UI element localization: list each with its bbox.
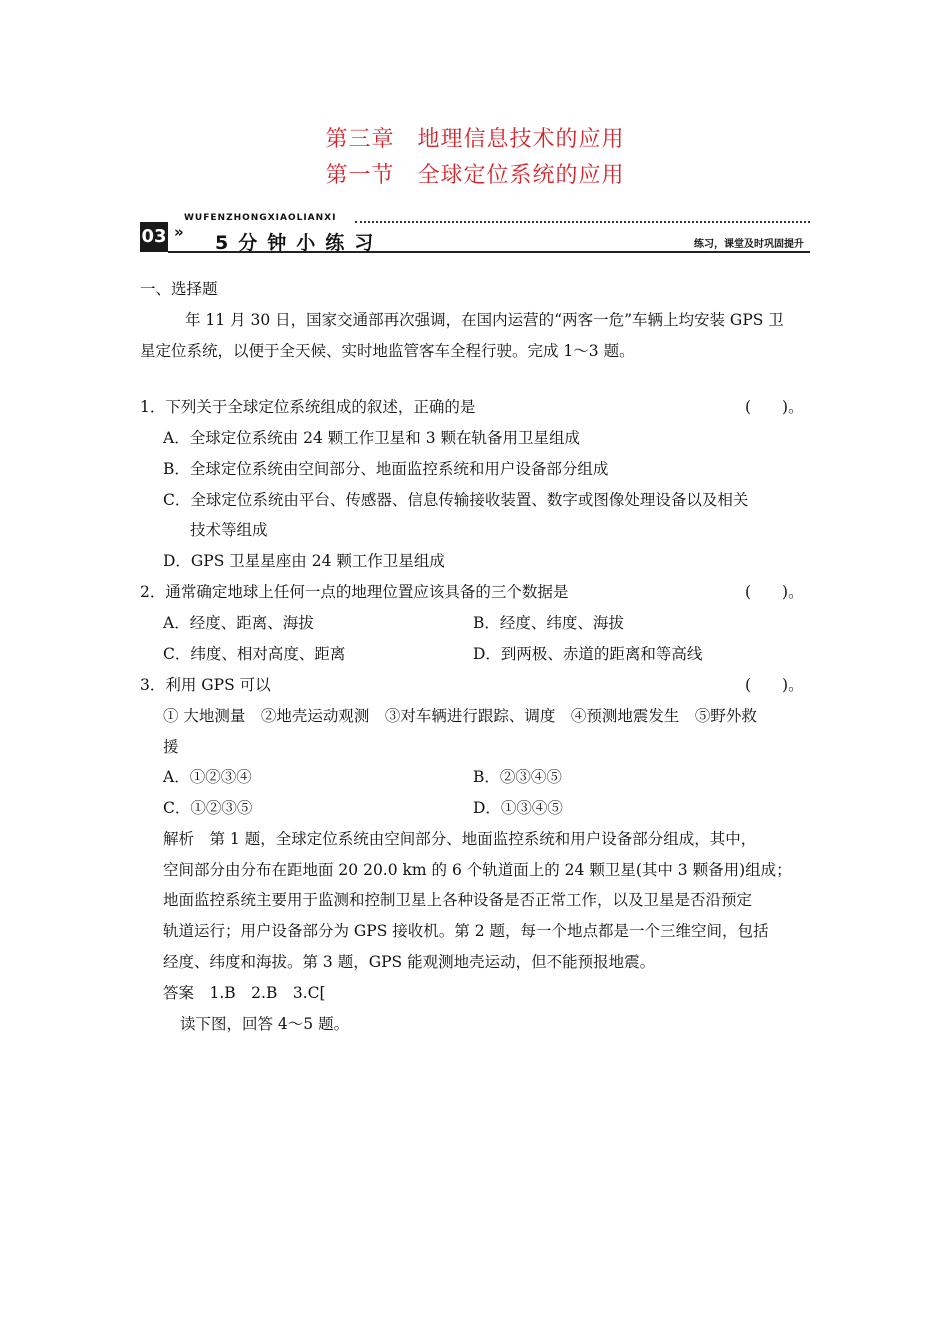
section-title: 第一节 全球定位系统的应用	[325, 163, 625, 188]
q2-answer-blank: ( )。	[745, 583, 804, 601]
q1-answer-blank: ( )。	[745, 398, 804, 416]
next-prompt: 读下图，回答 4～5 题。	[180, 1015, 350, 1033]
chevron-icon: »	[174, 223, 184, 241]
q2-option-b: B．经度、纬度、海拔	[473, 614, 624, 632]
q3-items: ① 大地测量 ②地壳运动观测 ③对车辆进行跟踪、调度 ④预测地震发生 ⑤野外救	[163, 707, 757, 725]
analysis-line: 地面监控系统主要用于监测和控制卫星上各种设备是否正常工作，以及卫星是否沿预定	[163, 891, 753, 909]
banner-slogan: 练习，课堂及时巩固提升	[694, 239, 804, 250]
banner-pinyin: WUFENZHONGXIAOLIANXI	[184, 213, 337, 223]
analysis-line: 经度、纬度和海拔。第 3 题，GPS 能观测地壳运动，但不能预报地震。	[163, 953, 656, 971]
q3-answer-blank: ( )。	[745, 676, 804, 694]
q1-stem: 1．下列关于全球定位系统组成的叙述，正确的是	[140, 398, 476, 416]
q2-option-a: A．经度、距离、海拔	[163, 614, 314, 632]
q2-option-c: C．纬度、相对高度、距离	[163, 645, 346, 663]
q3-option-d: D．①③④⑤	[473, 799, 563, 817]
q1-option-c-cont: 技术等组成	[190, 521, 268, 539]
banner-rule	[168, 251, 810, 253]
q1-option-a: A．全球定位系统由 24 颗工作卫星和 3 颗在轨备用卫星组成	[163, 429, 580, 447]
answer-line: 答案 1.B 2.B 3.C[	[163, 984, 326, 1002]
q3-option-c: C．①②③⑤	[163, 799, 253, 817]
q3-items-cont: 援	[163, 738, 179, 756]
q2-stem: 2．通常确定地球上任何一点的地理位置应该具备的三个数据是	[140, 583, 569, 601]
dotted-divider	[355, 221, 810, 223]
q3-stem: 3．利用 GPS 可以	[140, 676, 271, 694]
q1-option-c: C．全球定位系统由平台、传感器、信息传输接收装置、数字或图像处理设备以及相关	[163, 491, 749, 509]
q2-option-d: D．到两极、赤道的距离和等高线	[473, 645, 703, 663]
q3-option-a: A．①②③④	[163, 768, 252, 786]
analysis-line: 轨道运行；用户设备部分为 GPS 接收机。第 2 题，每一个地点都是一个三维空间，包括	[163, 922, 769, 940]
section-number-badge: 03	[140, 222, 168, 252]
q3-option-b: B．②③④⑤	[473, 768, 562, 786]
intro-line: 年 11 月 30 日，国家交通部再次强调，在国内运营的“两客一危”车辆上均安装 GPS 卫	[185, 311, 784, 329]
banner-heading: 5分钟小练习	[215, 232, 384, 254]
analysis-line: 解析 第 1 题，全球定位系统由空间部分、地面监控系统和用户设备部分组成，其中，	[163, 830, 757, 848]
choice-heading: 一、选择题	[140, 280, 218, 298]
chapter-title: 第三章 地理信息技术的应用	[325, 127, 625, 152]
q1-option-d: D．GPS 卫星星座由 24 颗工作卫星组成	[163, 552, 445, 570]
analysis-line: 空间部分由分布在距地面 20 20.0 km 的 6 个轨道面上的 24 颗卫星(其中 3 颗备用)组成；	[163, 861, 792, 879]
intro-line: 星定位系统，以便于全天候、实时地监管客车全程行驶。完成 1～3 题。	[140, 342, 635, 360]
practice-banner	[140, 213, 810, 255]
q1-option-b: B．全球定位系统由空间部分、地面监控系统和用户设备部分组成	[163, 460, 609, 478]
